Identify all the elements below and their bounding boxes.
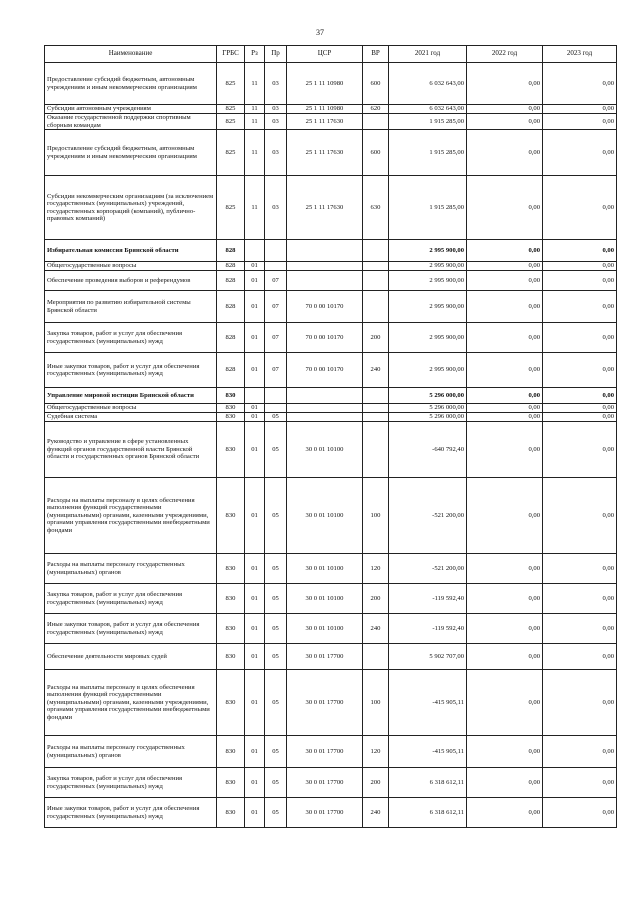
cell-2023: 0,00 (543, 353, 617, 388)
cell-grbs: 830 (217, 644, 245, 670)
table-row (45, 736, 617, 768)
page-number: 37 (316, 28, 324, 37)
cell-2021: -415 905,11 (389, 736, 467, 768)
cell-csr: 70 0 00 10170 (287, 291, 363, 323)
cell-2022: 0,00 (467, 240, 543, 262)
cell-vr: 100 (363, 670, 389, 736)
cell-rz: 01 (245, 478, 265, 554)
cell-rz: 01 (245, 271, 265, 291)
table-body (45, 63, 617, 828)
cell-rz: 01 (245, 323, 265, 353)
cell-name: Закупка товаров, работ и услуг для обеспечения государственных (муниципальных) нужд (45, 584, 217, 614)
header-2022: 2022 год (467, 46, 543, 63)
cell-name: Общегосударственные вопросы (45, 262, 217, 271)
cell-2021: -521 200,00 (389, 554, 467, 584)
cell-name: Иные закупки товаров, работ и услуг для обеспечения государственных (муниципальных) нужд (45, 614, 217, 644)
cell-grbs: 830 (217, 413, 245, 422)
cell-2022: 0,00 (467, 271, 543, 291)
cell-2022: 0,00 (467, 291, 543, 323)
cell-grbs: 830 (217, 554, 245, 584)
table-header-row (45, 46, 617, 63)
cell-2021: 6 318 612,11 (389, 798, 467, 828)
cell-2021: 6 318 612,11 (389, 768, 467, 798)
cell-vr (363, 291, 389, 323)
cell-grbs: 830 (217, 736, 245, 768)
cell-vr (363, 271, 389, 291)
cell-2021: 2 995 900,00 (389, 323, 467, 353)
cell-pr: 07 (265, 353, 287, 388)
table-row (45, 176, 617, 240)
cell-2022: 0,00 (467, 478, 543, 554)
table-row (45, 614, 617, 644)
cell-pr: 05 (265, 422, 287, 478)
cell-name: Иные закупки товаров, работ и услуг для обеспечения государственных (муниципальных) нужд (45, 798, 217, 828)
cell-pr: 05 (265, 768, 287, 798)
cell-rz: 01 (245, 353, 265, 388)
cell-2022: 0,00 (467, 323, 543, 353)
cell-2023: 0,00 (543, 478, 617, 554)
cell-2023: 0,00 (543, 130, 617, 176)
cell-pr: 05 (265, 413, 287, 422)
cell-2022: 0,00 (467, 353, 543, 388)
table-row (45, 114, 617, 130)
cell-grbs: 825 (217, 114, 245, 130)
cell-2021: 5 296 000,00 (389, 413, 467, 422)
cell-2021: 5 296 000,00 (389, 388, 467, 404)
cell-2021: 2 995 900,00 (389, 291, 467, 323)
cell-2023: 0,00 (543, 736, 617, 768)
cell-rz: 01 (245, 413, 265, 422)
cell-csr: 30 0 01 17700 (287, 736, 363, 768)
table-row (45, 323, 617, 353)
cell-pr: 05 (265, 614, 287, 644)
cell-vr: 600 (363, 130, 389, 176)
cell-pr (265, 240, 287, 262)
table-row (45, 644, 617, 670)
cell-2022: 0,00 (467, 736, 543, 768)
cell-csr: 70 0 00 10170 (287, 323, 363, 353)
table-row (45, 478, 617, 554)
cell-name: Обеспечение проведения выборов и референдумов (45, 271, 217, 291)
header-2023: 2023 год (543, 46, 617, 63)
cell-2023: 0,00 (543, 584, 617, 614)
cell-pr: 05 (265, 798, 287, 828)
cell-2021: -415 905,11 (389, 670, 467, 736)
cell-2023: 0,00 (543, 554, 617, 584)
cell-name: Обеспечение деятельности мировых судей (45, 644, 217, 670)
cell-grbs: 830 (217, 614, 245, 644)
cell-vr (363, 240, 389, 262)
cell-2021: -521 200,00 (389, 478, 467, 554)
cell-2023: 0,00 (543, 114, 617, 130)
cell-name: Расходы на выплаты персоналу государственных (муниципальных) органов (45, 554, 217, 584)
header-grbs: ГРБС (217, 46, 245, 63)
cell-grbs: 825 (217, 105, 245, 114)
budget-table (44, 45, 617, 828)
cell-name: Субсидии автономным учреждениям (45, 105, 217, 114)
cell-rz: 01 (245, 262, 265, 271)
cell-csr: 25 1 11 17630 (287, 176, 363, 240)
cell-2021: 1 915 285,00 (389, 130, 467, 176)
cell-2022: 0,00 (467, 644, 543, 670)
cell-2021: 1 915 285,00 (389, 114, 467, 130)
cell-pr: 07 (265, 323, 287, 353)
cell-2022: 0,00 (467, 114, 543, 130)
cell-rz: 01 (245, 736, 265, 768)
cell-csr: 30 0 01 10100 (287, 422, 363, 478)
cell-2022: 0,00 (467, 768, 543, 798)
cell-csr: 30 0 01 17700 (287, 670, 363, 736)
cell-rz: 11 (245, 63, 265, 105)
cell-2021: 2 995 900,00 (389, 240, 467, 262)
header-2021: 2021 год (389, 46, 467, 63)
cell-csr (287, 271, 363, 291)
cell-rz: 01 (245, 670, 265, 736)
cell-rz: 01 (245, 554, 265, 584)
cell-2021: -119 592,40 (389, 614, 467, 644)
cell-2021: 2 995 900,00 (389, 353, 467, 388)
cell-rz (245, 388, 265, 404)
cell-name: Иные закупки товаров, работ и услуг для обеспечения государственных (муниципальных) нужд (45, 353, 217, 388)
cell-vr (363, 388, 389, 404)
table-row (45, 262, 617, 271)
cell-rz: 01 (245, 422, 265, 478)
cell-2022: 0,00 (467, 176, 543, 240)
cell-2021: -119 592,40 (389, 584, 467, 614)
cell-2023: 0,00 (543, 240, 617, 262)
cell-grbs: 830 (217, 404, 245, 413)
cell-vr (363, 413, 389, 422)
cell-name: Расходы на выплаты персоналу государственных (муниципальных) органов (45, 736, 217, 768)
cell-pr: 07 (265, 271, 287, 291)
cell-2021: 1 915 285,00 (389, 176, 467, 240)
table-row (45, 768, 617, 798)
cell-csr: 30 0 01 10100 (287, 614, 363, 644)
table-row (45, 413, 617, 422)
cell-grbs: 828 (217, 240, 245, 262)
cell-name: Закупка товаров, работ и услуг для обеспечения государственных (муниципальных) нужд (45, 323, 217, 353)
table-row (45, 584, 617, 614)
cell-vr: 240 (363, 353, 389, 388)
cell-name: Расходы на выплаты персоналу в целях обеспечения выполнения функций государственными (муниципальными) органами, казенными учреждениями, органами управления государственными внебюджетными фондами (45, 478, 217, 554)
table-row (45, 105, 617, 114)
table-row (45, 554, 617, 584)
table-row (45, 240, 617, 262)
cell-rz: 01 (245, 404, 265, 413)
cell-2021: 6 032 643,00 (389, 105, 467, 114)
cell-pr: 07 (265, 291, 287, 323)
cell-grbs: 830 (217, 388, 245, 404)
cell-vr (363, 262, 389, 271)
cell-grbs: 828 (217, 291, 245, 323)
cell-2022: 0,00 (467, 388, 543, 404)
cell-grbs: 828 (217, 323, 245, 353)
cell-2021: 5 296 000,00 (389, 404, 467, 413)
table-row (45, 291, 617, 323)
cell-csr (287, 240, 363, 262)
cell-name: Руководство и управление в сфере установленных функций органов государственной власти Брянской области и государственных органов Брянской области (45, 422, 217, 478)
cell-csr: 25 1 11 17630 (287, 114, 363, 130)
cell-vr (363, 644, 389, 670)
cell-name: Расходы на выплаты персоналу в целях обеспечения выполнения функций государственными (муниципальными) органами, казенными учреждениями, органами управления государственными внебюджетными фондами (45, 670, 217, 736)
table-row (45, 353, 617, 388)
cell-pr: 05 (265, 554, 287, 584)
cell-rz: 01 (245, 644, 265, 670)
cell-2022: 0,00 (467, 798, 543, 828)
cell-2022: 0,00 (467, 130, 543, 176)
cell-grbs: 830 (217, 798, 245, 828)
cell-2023: 0,00 (543, 63, 617, 105)
cell-grbs: 828 (217, 353, 245, 388)
table-row (45, 670, 617, 736)
cell-2023: 0,00 (543, 271, 617, 291)
cell-pr: 03 (265, 63, 287, 105)
cell-csr (287, 388, 363, 404)
cell-2023: 0,00 (543, 105, 617, 114)
cell-2023: 0,00 (543, 614, 617, 644)
cell-vr: 620 (363, 105, 389, 114)
cell-grbs: 830 (217, 768, 245, 798)
cell-2022: 0,00 (467, 404, 543, 413)
cell-vr: 240 (363, 798, 389, 828)
cell-csr: 25 1 11 17630 (287, 130, 363, 176)
cell-csr: 30 0 01 17700 (287, 798, 363, 828)
cell-2023: 0,00 (543, 422, 617, 478)
cell-2023: 0,00 (543, 644, 617, 670)
cell-2021: 2 995 900,00 (389, 262, 467, 271)
cell-rz: 11 (245, 105, 265, 114)
table-row (45, 422, 617, 478)
cell-rz: 01 (245, 798, 265, 828)
cell-name: Закупка товаров, работ и услуг для обеспечения государственных (муниципальных) нужд (45, 768, 217, 798)
cell-csr: 25 1 11 10980 (287, 105, 363, 114)
cell-pr: 03 (265, 105, 287, 114)
cell-csr: 30 0 01 10100 (287, 584, 363, 614)
cell-csr (287, 404, 363, 413)
cell-2022: 0,00 (467, 670, 543, 736)
cell-2022: 0,00 (467, 584, 543, 614)
table-row (45, 63, 617, 105)
cell-2021: 5 902 707,00 (389, 644, 467, 670)
cell-name: Избирательная комиссия Брянской области (45, 240, 217, 262)
cell-pr: 05 (265, 584, 287, 614)
cell-2021: 6 032 643,00 (389, 63, 467, 105)
cell-2023: 0,00 (543, 388, 617, 404)
cell-vr: 630 (363, 176, 389, 240)
cell-grbs: 830 (217, 584, 245, 614)
cell-csr: 30 0 01 10100 (287, 554, 363, 584)
table-row (45, 130, 617, 176)
cell-csr: 30 0 01 17700 (287, 768, 363, 798)
cell-2023: 0,00 (543, 413, 617, 422)
cell-2022: 0,00 (467, 614, 543, 644)
cell-vr: 200 (363, 323, 389, 353)
cell-grbs: 828 (217, 271, 245, 291)
cell-pr: 05 (265, 644, 287, 670)
cell-pr: 05 (265, 736, 287, 768)
cell-2021: 2 995 900,00 (389, 271, 467, 291)
cell-name: Предоставление субсидий бюджетным, автономным учреждениям и иным некоммерческим организациям (45, 63, 217, 105)
cell-2023: 0,00 (543, 798, 617, 828)
cell-rz: 11 (245, 176, 265, 240)
cell-pr: 03 (265, 176, 287, 240)
cell-2023: 0,00 (543, 404, 617, 413)
cell-grbs: 830 (217, 670, 245, 736)
cell-grbs: 825 (217, 63, 245, 105)
cell-rz (245, 240, 265, 262)
cell-vr: 240 (363, 614, 389, 644)
cell-rz: 11 (245, 130, 265, 176)
cell-name: Судебная система (45, 413, 217, 422)
cell-vr: 200 (363, 768, 389, 798)
cell-vr: 120 (363, 736, 389, 768)
cell-name: Мероприятия по развитию избирательной системы Брянской области (45, 291, 217, 323)
cell-grbs: 825 (217, 176, 245, 240)
cell-csr: 25 1 11 10980 (287, 63, 363, 105)
cell-name: Общегосударственные вопросы (45, 404, 217, 413)
cell-rz: 01 (245, 768, 265, 798)
header-pr: Пр (265, 46, 287, 63)
cell-name: Оказание государственной поддержки спортивным сборным командам (45, 114, 217, 130)
cell-2022: 0,00 (467, 262, 543, 271)
table-row (45, 404, 617, 413)
cell-2023: 0,00 (543, 670, 617, 736)
cell-2022: 0,00 (467, 422, 543, 478)
cell-2023: 0,00 (543, 262, 617, 271)
table-row (45, 271, 617, 291)
cell-2021: -640 792,40 (389, 422, 467, 478)
cell-vr: 600 (363, 63, 389, 105)
header-name: Наименование (45, 46, 217, 63)
cell-vr (363, 114, 389, 130)
cell-csr (287, 262, 363, 271)
cell-2022: 0,00 (467, 63, 543, 105)
cell-pr: 05 (265, 670, 287, 736)
cell-rz: 11 (245, 114, 265, 130)
header-rz: Рз (245, 46, 265, 63)
header-vr: ВР (363, 46, 389, 63)
cell-name: Управление мировой юстиции Брянской области (45, 388, 217, 404)
cell-pr (265, 262, 287, 271)
cell-grbs: 830 (217, 422, 245, 478)
cell-2022: 0,00 (467, 554, 543, 584)
cell-vr (363, 404, 389, 413)
cell-pr (265, 404, 287, 413)
cell-csr (287, 413, 363, 422)
header-csr: ЦСР (287, 46, 363, 63)
cell-name: Субсидии некоммерческим организациям (за исключением государственных (муниципальных) учреждений, государственных корпораций (компаний), публично-правовых компаний) (45, 176, 217, 240)
cell-vr: 100 (363, 478, 389, 554)
cell-grbs: 825 (217, 130, 245, 176)
cell-grbs: 828 (217, 262, 245, 271)
cell-vr (363, 422, 389, 478)
cell-vr: 200 (363, 584, 389, 614)
cell-name: Предоставление субсидий бюджетным, автономным учреждениям и иным некоммерческим организациям (45, 130, 217, 176)
cell-pr: 03 (265, 114, 287, 130)
cell-vr: 120 (363, 554, 389, 584)
cell-2023: 0,00 (543, 176, 617, 240)
cell-pr (265, 388, 287, 404)
cell-rz: 01 (245, 614, 265, 644)
table-row (45, 798, 617, 828)
table-row (45, 388, 617, 404)
cell-rz: 01 (245, 291, 265, 323)
cell-2023: 0,00 (543, 323, 617, 353)
cell-2023: 0,00 (543, 768, 617, 798)
cell-rz: 01 (245, 584, 265, 614)
cell-2022: 0,00 (467, 413, 543, 422)
cell-csr: 70 0 00 10170 (287, 353, 363, 388)
cell-csr: 30 0 01 10100 (287, 478, 363, 554)
cell-2023: 0,00 (543, 291, 617, 323)
cell-2022: 0,00 (467, 105, 543, 114)
cell-pr: 05 (265, 478, 287, 554)
cell-grbs: 830 (217, 478, 245, 554)
cell-pr: 03 (265, 130, 287, 176)
cell-csr: 30 0 01 17700 (287, 644, 363, 670)
